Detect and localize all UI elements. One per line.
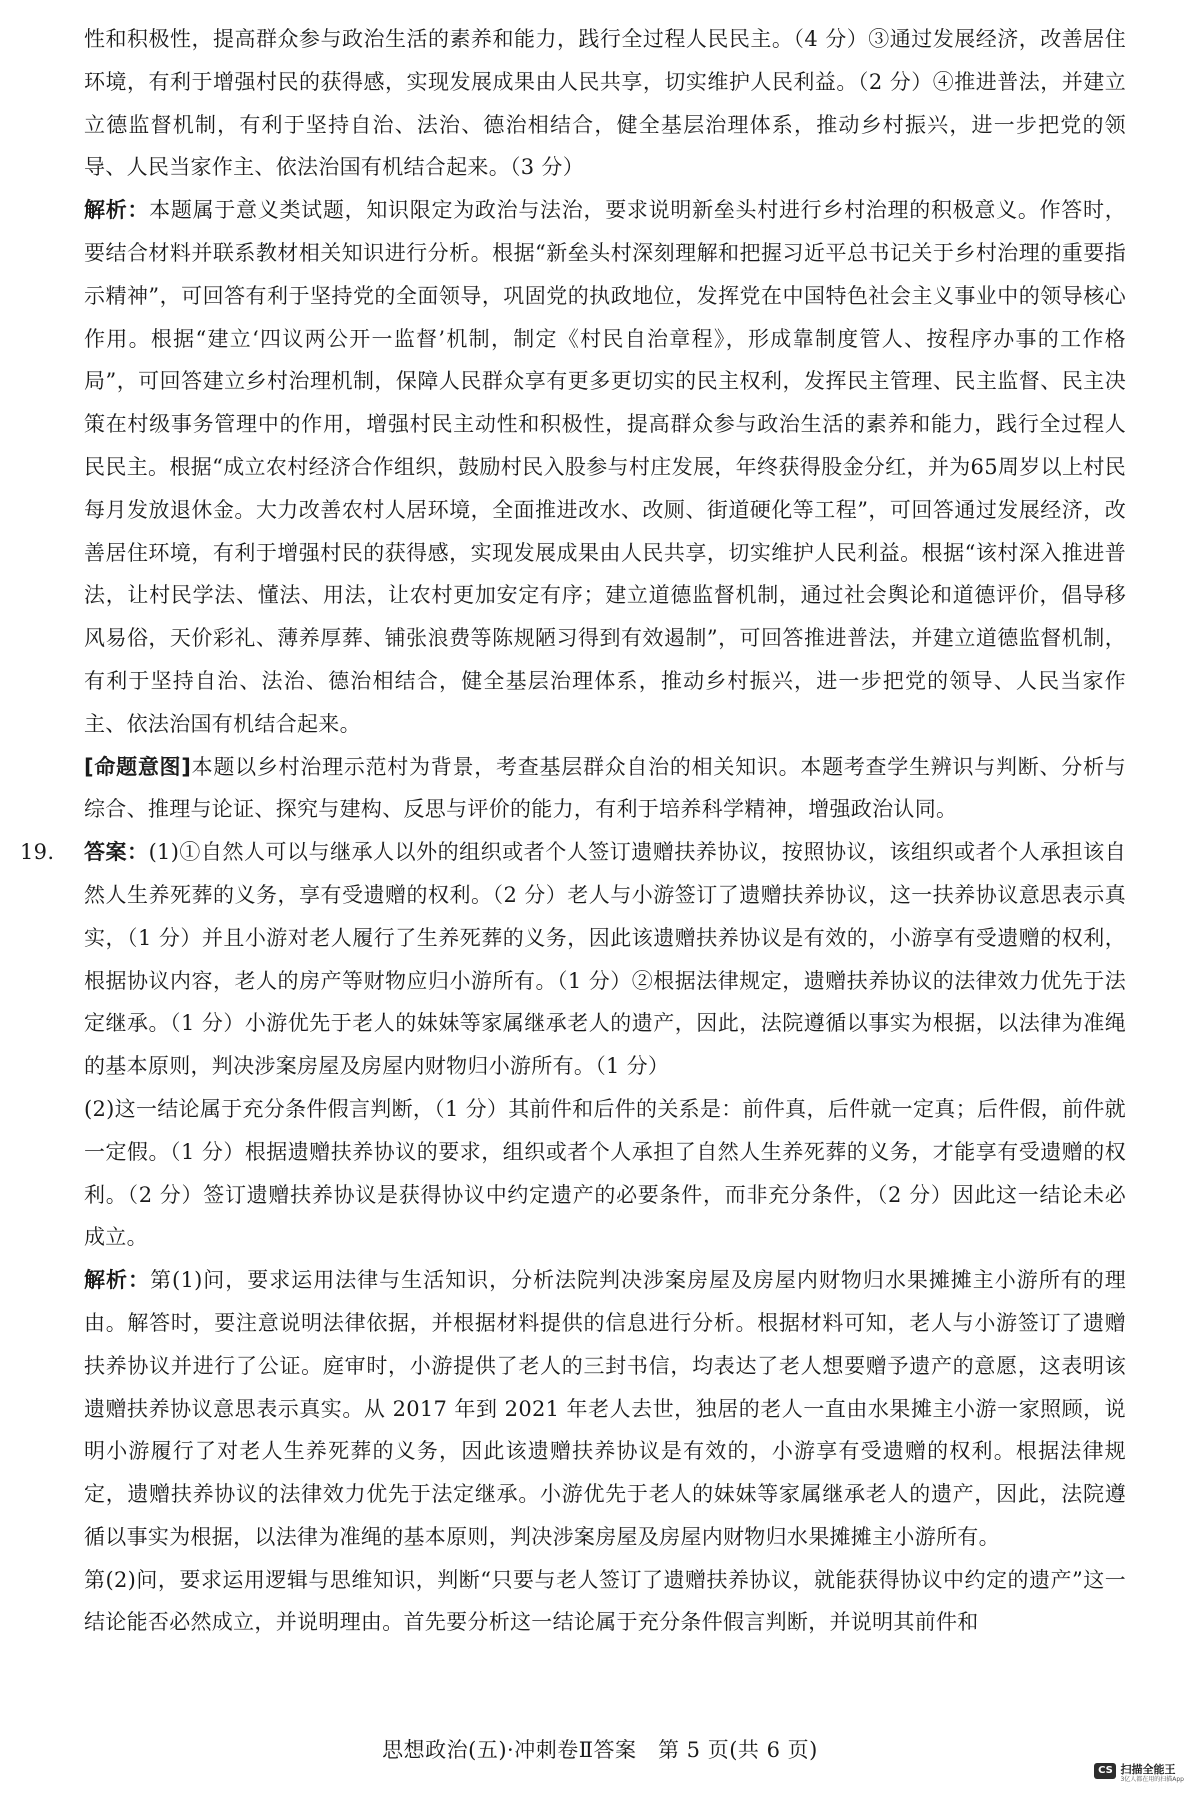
camscanner-logo-icon: CS: [1094, 1763, 1116, 1779]
answer-page: [20, 18, 1127, 1644]
scanner-watermark: [1094, 1763, 1184, 1784]
q19-analysis-1-text: 第(1)问，要求运用法律与生活知识，分析法院判决涉案房屋及房屋内财物归水果摊摊主小游所有的理由。解答时，要注意说明法律依据，并根据材料提供的信息进行分析。根据材料可知，老人与小游签订了遗赠扶养协议并进行了公证。庭审时，小游提供了老人的三封书信，均表达了老人想要赠予遗产的意愿，这表明该遗赠扶养协议意思表示真实。从 2017 年到 2021 年老人去世，独居的老人一直由水果摊主小游一家照顾，说明小游履行了对老人生养死葬的义务，因此该遗赠扶养协议是有效的，小游享有受遗赠的权利。根据法律规定，遗赠扶养协议的法律效力优先于法定继承。小游优先于老人的妹妹等家属继承老人的遗产，因此，法院遵循以事实为根据，以法律为准绳的基本原则，判决涉案房屋及房屋内财物归水果摊摊主小游所有。: [84, 1268, 1127, 1549]
q18-intent: [84, 746, 1126, 832]
q18-analysis-text: 本题属于意义类试题，知识限定为政治与法治，要求说明新垒头村进行乡村治理的积极意义。作答时，要结合材料并联系教材相关知识进行分析。根据“新垒头村深刻理解和把握习近平总书记关于乡村治理的重要指示精神”，可回答有利于坚持党的全面领导，巩固党的执政地位，发挥党在中国特色社会主义事业中的领导核心作用。根据“建立‘四议两公开一监督’机制，制定《村民自治章程》，形成靠制度管人、按程序办事的工作格局”，可回答建立乡村治理机制，保障人民群众享有更多更切实的民主权利，发挥民主管理、民主监督、民主决策在村级事务管理中的作用，增强村民主动性和积极性，提高群众参与政治生活的素养和能力，践行全过程人民民主。根据“成立农村经济合作组织，鼓励村民入股参与村庄发展，年终获得股金分红，并为65周岁以上村民每月发放退休金。大力改善农村人居环境，全面推进改水、改厕、街道硬化等工程”，可回答通过发展经济，改善居住环境，有利于增强村民的获得感，实现发展成果由人民共享，切实维护人民利益。根据“该村深入推进普法，让村民学法、懂法、用法，让农村更加安定有序；建立道德监督机制，通过社会舆论和道德评价，倡导移风易俗，天价彩礼、薄养厚葬、铺张浪费等陈规陋习得到有效遏制”，可回答推进普法，并建立道德监督机制，有利于坚持自治、法治、德治相结合，健全基层治理体系，推动乡村振兴，进一步把党的领导、人民当家作主、依法治国有机结合起来。: [84, 198, 1126, 736]
page-footer: 思想政治(五)·冲刺卷Ⅱ答案 第 5 页(共 6 页): [382, 1738, 818, 1762]
watermark-sub: 3亿人都在用的扫描App: [1120, 1776, 1184, 1783]
q18-analysis-label: 解析：: [84, 197, 150, 223]
q19-part1-text: (1)①自然人可以与继承人以外的组织或者个人签订遗赠扶养协议，按照协议，该组织或者个人承担该自然人生养死葬的义务，享有受遗赠的权利。（2 分）老人与小游签订了遗赠扶养协议，这一扶养协议意思表示真实，（1 分）并且小游对老人履行了生养死葬的义务，因此该遗赠扶养协议是有效的，小游享有受遗赠的权利，根据协议内容，老人的房产等财物应归小游所有。（1 分）②根据法律规定，遗赠扶养协议的法律效力优先于法定继承。（1 分）小游优先于老人的妹妹等家属继承老人的遗产，因此，法院遵循以事实为根据，以法律为准绳的基本原则，判决涉案房屋及房屋内财物归小游所有。（1 分）: [84, 840, 1127, 1079]
q19-answer-label: 答案：: [84, 839, 149, 865]
q18-intent-label: [命题意图]: [84, 754, 192, 779]
q18-answer-continuation: 性和积极性，提高群众参与政治生活的素养和能力，践行全过程人民民主。（4 分）③通过发展经济，改善居住环境，有利于增强村民的获得感，实现发展成果由人民共享，切实维护人民利益。（2 分）④推进普法，并建立立德监督机制，有利于坚持自治、法治、德治相结合，健全基层治理体系，推动乡村振兴，进一步把党的领导、人民当家作主、依法治国有机结合起来。（3 分）: [84, 27, 1126, 180]
q19-analysis-2: 第(2)问，要求运用逻辑与思维知识，判断“只要与老人签订了遗赠扶养协议，就能获得协议中约定的遗产”这一结论能否必然成立，并说明理由。首先要分析这一结论属于充分条件假言判断，并说明其前件和: [84, 1567, 1126, 1635]
q18-analysis: [84, 189, 1126, 745]
q18-intent-text: 本题以乡村治理示范村为背景，考查基层群众自治的相关知识。本题考查学生辨识与判断、分析与综合、推理与论证、探究与建构、反思与评价的能力，有利于培养科学精神，增强政治认同。: [84, 754, 1126, 822]
q19-analysis-label: 解析：: [84, 1267, 150, 1293]
q19-number: 19.: [20, 840, 55, 865]
q19-answer-part1: [20, 831, 1127, 1088]
watermark-name: 扫描全能王: [1120, 1763, 1176, 1776]
q19-analysis-1: [84, 1259, 1126, 1559]
q19-answer-part2: (2)这一结论属于充分条件假言判断，（1 分）其前件和后件的关系是：前件真，后件就一定真；后件假，前件就一定假。（1 分）根据遗赠扶养协议的要求，组织或者个人承担了自然人生养死葬的义务，才能享有受遗赠的权利。（2 分）签订遗赠扶养协议是获得协议中约定遗产的必要条件，而非充分条件，（2 分）因此这一结论未必成立。: [84, 1096, 1126, 1250]
